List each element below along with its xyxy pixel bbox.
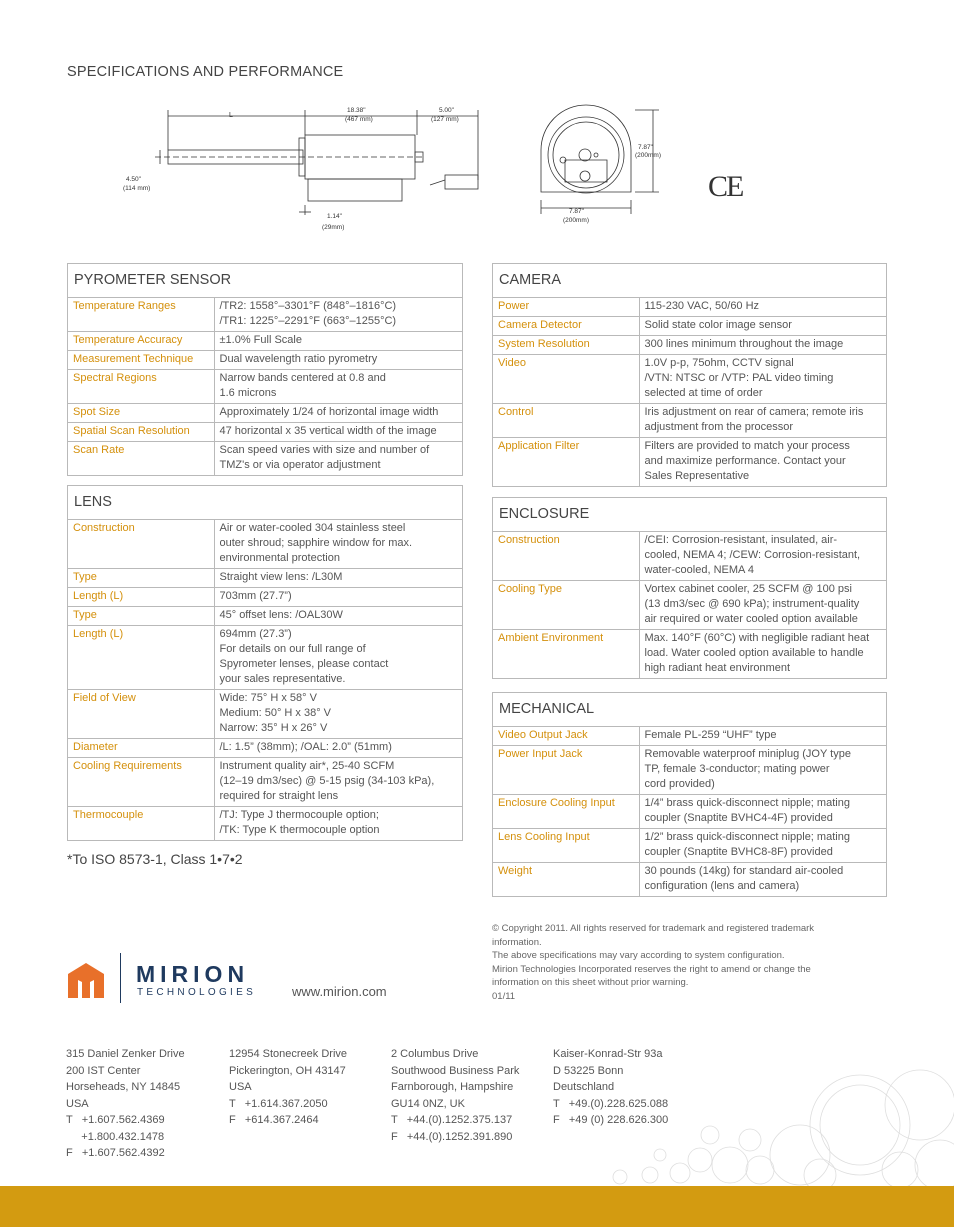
spec-label: Ambient Environment — [493, 630, 639, 679]
dim-L-label: L — [229, 112, 233, 119]
mechanical-title: MECHANICAL — [493, 693, 886, 727]
spec-value: 300 lines minimum throughout the image — [639, 336, 886, 355]
mechanical-table — [492, 692, 887, 897]
spec-value: /L: 1.5” (38mm); /OAL: 2.0” (51mm) — [214, 739, 462, 758]
dim-total-label: 18.38" — [347, 107, 366, 114]
spec-row — [68, 370, 462, 404]
spec-value: 1.0V p-p, 75ohm, CCTV signal /VTN: NTSC or /VTP: PAL video timing selected at time of order — [639, 355, 886, 404]
spec-row — [493, 746, 886, 795]
spec-label: Length (L) — [68, 588, 214, 607]
spec-value: Max. 140°F (60°C) with negligible radiant heat load. Water cooled option available to handle high radiant heat environment — [639, 630, 886, 679]
spec-value: Instrument quality air*, 25-40 SCFM (12–19 dm3/sec) @ 5-15 psig (34-103 kPa), required for straight lens — [214, 758, 462, 807]
spec-value: 30 pounds (14kg) for standard air-cooled configuration (lens and camera) — [639, 863, 886, 897]
spec-row — [68, 690, 462, 739]
spec-row — [68, 298, 462, 332]
svg-text:(29mm): (29mm) — [322, 224, 345, 231]
spec-row — [68, 423, 462, 442]
logo-name: MIRION — [136, 961, 250, 987]
spec-value: 115-230 VAC, 50/60 Hz — [644, 300, 760, 312]
dim-height-label: 4.50" — [126, 176, 141, 183]
spec-label: Diameter — [68, 739, 214, 758]
front-view-drawing — [525, 100, 670, 228]
spec-label: Power — [493, 298, 639, 317]
spec-value: /TR2: 1558°–3301°F (848°–1816°C) /TR1: 1225°–2291°F (663°–1255°C) — [219, 300, 397, 327]
spec-row — [68, 807, 462, 841]
website-link[interactable]: www.mirion.com — [292, 984, 387, 999]
spec-row — [493, 404, 886, 438]
spec-row — [493, 532, 886, 581]
spec-label: Spatial Scan Resolution — [68, 423, 214, 442]
spec-row — [68, 404, 462, 423]
spec-value: /TJ: Type J thermocouple option; /TK: Type K thermocouple option — [214, 807, 462, 841]
spec-value: Female PL-259 “UHF” type — [644, 729, 777, 741]
spec-value: Vortex cabinet cooler, 25 SCFM @ 100 psi (13 dm3/sec @ 690 kPa); instrument-quality air required or water cooled option available — [639, 581, 886, 630]
front-height-label: 7.87" — [638, 144, 653, 151]
spec-label: Type — [68, 569, 214, 588]
spec-label: Enclosure Cooling Input — [493, 795, 639, 829]
spec-label: Type — [68, 607, 214, 626]
spec-value: Dual wavelength ratio pyrometry — [214, 351, 462, 370]
spec-label: Cooling Requirements — [68, 758, 214, 807]
spec-label: Measurement Technique — [68, 351, 214, 370]
spec-value: Approximately 1/24 of horizontal image width — [214, 404, 462, 423]
copyright-text: © Copyright 2011. All rights reserved for trademark and registered trademark information. The above specifications may vary according to system configuration. Mirion Technologies Incorporated reserves the right to amend or change the information on this sheet without prior warning. 01/11 — [492, 923, 815, 1002]
spec-label: Thermocouple — [68, 807, 214, 841]
address-horseheads: 315 Daniel Zenker Drive 200 IST Center Horseheads, NY 14845 USA T +1.607.562.4369 +1.800.432.1478 F +1.607.562.4392 — [66, 1048, 185, 1159]
spec-label: Field of View — [68, 690, 214, 739]
spec-label: Temperature Accuracy — [68, 332, 214, 351]
iso-note: *To ISO 8573-1, Class 1•7•2 — [67, 851, 243, 867]
spec-label: Spectral Regions — [68, 370, 214, 404]
spec-value: Filters are provided to match your process and maximize performance. Contact your Sales Representative — [639, 438, 886, 487]
spec-value: ±1.0% Full Scale — [214, 332, 462, 351]
address-pickerington: 12954 Stonecreek Drive Pickerington, OH 43147 USA T +1.614.367.2050 F +614.367.2464 — [229, 1048, 348, 1126]
enclosure-table — [492, 497, 887, 679]
spec-value: 703mm (27.7”) — [214, 588, 462, 607]
spec-value: 1/4” brass quick-disconnect nipple; mating coupler (Snaptite BVHC4-4F) provided — [639, 795, 886, 829]
address-bonn: Kaiser-Konrad-Str 93a D 53225 Bonn Deutschland T +49.(0).228.625.088 F +49 (0) 228.626.300 — [553, 1048, 669, 1126]
spec-row — [68, 332, 462, 351]
spec-label: Video Output Jack — [493, 727, 639, 746]
camera-title: CAMERA — [493, 264, 886, 298]
spec-label: Construction — [493, 532, 639, 581]
spec-row — [493, 317, 886, 336]
spec-row — [493, 355, 886, 404]
spec-value: Straight view lens: /L30M — [214, 569, 462, 588]
spec-row — [493, 298, 886, 317]
spec-row — [493, 581, 886, 630]
svg-text:(467 mm): (467 mm) — [345, 116, 373, 123]
spec-label: Video — [493, 355, 639, 404]
enclosure-title: ENCLOSURE — [493, 498, 886, 532]
spec-label: Temperature Ranges — [68, 298, 214, 332]
spec-row — [68, 758, 462, 807]
spec-label: Application Filter — [493, 438, 639, 487]
page-heading: SPECIFICATIONS AND PERFORMANCE — [67, 64, 344, 80]
svg-text:(114 mm): (114 mm) — [123, 185, 151, 192]
spec-label: Spot Size — [68, 404, 214, 423]
svg-text:(200mm): (200mm) — [635, 152, 662, 159]
pyrometer-title: PYROMETER SENSOR — [68, 264, 462, 298]
ce-mark: CE — [708, 170, 743, 203]
spec-row — [493, 795, 886, 829]
spec-row — [68, 442, 462, 476]
spec-label: Cooling Type — [493, 581, 639, 630]
spec-row — [493, 863, 886, 897]
address-farnborough: 2 Columbus Drive Southwood Business Park Farnborough, Hampshire GU14 0NZ, UK T +44.(0).1252.375.137 F +44.(0).1252.391.890 — [391, 1048, 520, 1143]
spec-value: Iris adjustment on rear of camera; remote iris adjustment from the processor — [639, 404, 886, 438]
dim-rear-label: 5.00" — [439, 107, 454, 114]
svg-text:(127 mm): (127 mm) — [431, 116, 459, 123]
camera-table — [492, 263, 887, 487]
svg-text:(200mm): (200mm) — [563, 217, 590, 224]
spec-value: 47 horizontal x 35 vertical width of the image — [214, 423, 462, 442]
spec-value: Narrow bands centered at 0.8 and 1.6 microns — [214, 370, 462, 404]
spec-label: Control — [493, 404, 639, 438]
lens-table — [67, 485, 463, 841]
spec-row — [493, 829, 886, 863]
spec-row — [493, 727, 886, 746]
spec-value: Air or water-cooled 304 stainless steel outer shroud; sapphire window for max. environmental protection — [219, 522, 413, 564]
spec-label: Power Input Jack — [493, 746, 639, 795]
spec-row — [68, 351, 462, 370]
lens-title: LENS — [68, 486, 462, 520]
spec-row — [68, 569, 462, 588]
spec-value: 1/2” brass quick-disconnect nipple; mating coupler (Snaptite BVHC8-8F) provided — [639, 829, 886, 863]
spec-row — [68, 626, 462, 690]
front-width-label: 7.87" — [569, 208, 584, 215]
logo-divider — [120, 953, 121, 1003]
spec-row — [68, 520, 462, 569]
spec-row — [68, 607, 462, 626]
side-view-drawing — [115, 100, 485, 235]
spec-value: Scan speed varies with size and number of TMZ's or via operator adjustment — [214, 442, 462, 476]
pyrometer-sensor-table — [67, 263, 463, 476]
spec-label: Construction — [68, 520, 214, 569]
spec-label: Weight — [493, 863, 639, 897]
spec-row — [68, 588, 462, 607]
spec-row — [493, 438, 886, 487]
spec-label: Camera Detector — [493, 317, 639, 336]
spec-value: Removable waterproof miniplug (JOY type TP, female 3-conductor; mating power cord provided) — [639, 746, 886, 795]
spec-row — [68, 739, 462, 758]
spec-label: Lens Cooling Input — [493, 829, 639, 863]
spec-label: Scan Rate — [68, 442, 214, 476]
spec-value: 694mm (27.3”) For details on our full range of Spyrometer lenses, please contact your sales representative. — [214, 626, 462, 690]
spec-row — [493, 336, 886, 355]
mirion-logo-icon — [66, 960, 106, 1000]
spec-value: Solid state color image sensor — [639, 317, 886, 336]
spec-row — [493, 630, 886, 679]
spec-value: Wide: 75° H x 58° V Medium: 50° H x 38° V Narrow: 35° H x 26° V — [214, 690, 462, 739]
footer-bar — [0, 1186, 954, 1227]
spec-label: Length (L) — [68, 626, 214, 690]
spec-label: System Resolution — [493, 336, 639, 355]
dim-flange-label: 1.14" — [327, 213, 342, 220]
logo-subtitle: TECHNOLOGIES — [137, 987, 257, 998]
spec-value: 45° offset lens: /OAL30W — [214, 607, 462, 626]
spec-value: /CEI: Corrosion-resistant, insulated, air- cooled, NEMA 4; /CEW: Corrosion-resistant, water-cooled, NEMA 4 — [644, 534, 861, 576]
